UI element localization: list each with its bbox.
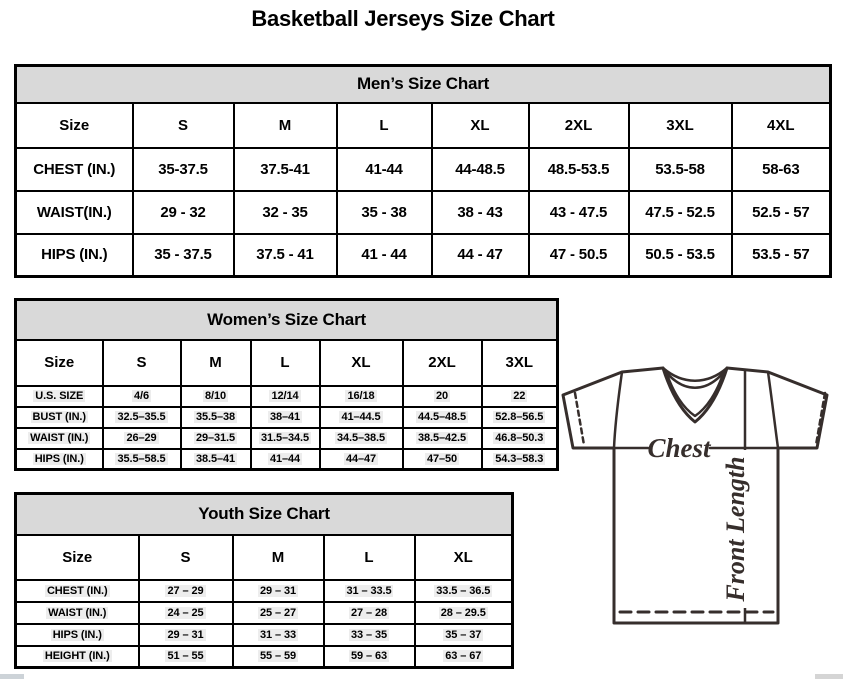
value-cell: 22 [482,386,558,407]
value-cell: 25 – 27 [233,602,324,624]
value-cell: 38 - 43 [432,191,529,234]
value-cell: 44 - 47 [432,234,529,277]
value-cell: 52.5 - 57 [732,191,831,234]
table-row [16,646,513,668]
value-cell: 37.5 - 41 [234,234,337,277]
size-cell: 2XL [529,103,629,148]
size-cell: 4XL [732,103,831,148]
value-cell: 29 – 31 [233,580,324,602]
table-row [16,602,513,624]
row-label: BUST (IN.) [16,407,103,428]
row-label: HIPS (IN.) [16,449,103,470]
value-cell: 35-37.5 [133,148,234,191]
jersey-outline [563,368,827,623]
value-cell: 59 – 63 [324,646,415,668]
value-cell: 48.5-53.5 [529,148,629,191]
youth-table-title: Youth Size Chart [16,494,513,535]
table-row [16,148,831,191]
value-cell: 44-48.5 [432,148,529,191]
size-cell: 2XL [403,340,482,386]
value-cell: 38–41 [251,407,320,428]
size-cell: S [103,340,181,386]
value-cell: 35 - 37.5 [133,234,234,277]
value-cell: 37.5-41 [234,148,337,191]
size-cell: Size [16,103,133,148]
table-row [16,386,558,407]
value-cell: 38.5–41 [181,449,251,470]
value-cell: 33 – 35 [324,624,415,646]
value-cell: 63 – 67 [415,646,513,668]
value-cell: 53.5-58 [629,148,732,191]
value-cell: 12/14 [251,386,320,407]
size-cell: M [233,535,324,580]
size-cell: L [324,535,415,580]
value-cell: 41–44 [251,449,320,470]
size-cell: XL [432,103,529,148]
table-header-row [16,66,831,103]
size-cell: 3XL [629,103,732,148]
value-cell: 29 - 32 [133,191,234,234]
size-cell: XL [320,340,403,386]
table-row [16,580,513,602]
size-cell: S [139,535,233,580]
value-cell: 31 – 33.5 [324,580,415,602]
partial-ui-fragment-bottom-left [0,674,24,679]
value-cell: 16/18 [320,386,403,407]
value-cell: 41-44 [337,148,432,191]
value-cell: 38.5–42.5 [403,428,482,449]
row-label: HIPS (IN.) [16,624,139,646]
size-cell: 3XL [482,340,558,386]
size-cell: M [234,103,337,148]
row-label: WAIST(IN.) [16,191,133,234]
size-cell: S [133,103,234,148]
value-cell: 34.5–38.5 [320,428,403,449]
value-cell: 26–29 [103,428,181,449]
value-cell: 20 [403,386,482,407]
mens-table-title: Men’s Size Chart [16,66,831,103]
table-row [16,449,558,470]
value-cell: 41–44.5 [320,407,403,428]
jersey-measurement-diagram [558,360,842,660]
mens-size-table [14,64,832,278]
value-cell: 35.5–38 [181,407,251,428]
row-label: HEIGHT (IN.) [16,646,139,668]
value-cell: 44–47 [320,449,403,470]
size-cell: L [251,340,320,386]
value-cell: 41 - 44 [337,234,432,277]
value-cell: 28 – 29.5 [415,602,513,624]
value-cell: 8/10 [181,386,251,407]
armhole-seam-left [614,372,622,448]
value-cell: 55 – 59 [233,646,324,668]
armhole-seam-right [768,372,778,448]
value-cell: 32 - 35 [234,191,337,234]
value-cell: 47 - 50.5 [529,234,629,277]
value-cell: 52.8–56.5 [482,407,558,428]
table-row [16,428,558,449]
value-cell: 47.5 - 52.5 [629,191,732,234]
value-cell: 24 – 25 [139,602,233,624]
row-label: WAIST (IN.) [16,428,103,449]
size-header-row [16,535,513,580]
womens-size-table [14,298,559,471]
womens-table-title: Women’s Size Chart [16,300,558,340]
row-label: CHEST (IN.) [16,580,139,602]
value-cell: 4/6 [103,386,181,407]
value-cell: 32.5–35.5 [103,407,181,428]
partial-ui-fragment-bottom-right [815,674,843,679]
value-cell: 50.5 - 53.5 [629,234,732,277]
value-cell: 51 – 55 [139,646,233,668]
table-header-row [16,300,558,340]
front-length-label: Front Length [721,456,750,602]
row-label: U.S. SIZE [16,386,103,407]
row-label: WAIST (IN.) [16,602,139,624]
size-cell: Size [16,535,139,580]
page-title: Basketball Jerseys Size Chart [251,6,555,31]
table-row [16,191,831,234]
value-cell: 35 - 38 [337,191,432,234]
row-label: HIPS (IN.) [16,234,133,277]
table-row [16,234,831,277]
size-header-row [16,340,558,386]
value-cell: 31 – 33 [233,624,324,646]
size-header-row [16,103,831,148]
value-cell: 35 – 37 [415,624,513,646]
value-cell: 29–31.5 [181,428,251,449]
table-row [16,407,558,428]
value-cell: 27 – 28 [324,602,415,624]
cuff-dashed-line-left [575,393,584,445]
size-cell: Size [16,340,103,386]
value-cell: 27 – 29 [139,580,233,602]
table-row [16,624,513,646]
value-cell: 33.5 – 36.5 [415,580,513,602]
value-cell: 44.5–48.5 [403,407,482,428]
size-cell: M [181,340,251,386]
value-cell: 54.3–58.3 [482,449,558,470]
size-cell: XL [415,535,513,580]
value-cell: 58-63 [732,148,831,191]
value-cell: 43 - 47.5 [529,191,629,234]
row-label: CHEST (IN.) [16,148,133,191]
value-cell: 47–50 [403,449,482,470]
value-cell: 46.8–50.3 [482,428,558,449]
size-cell: L [337,103,432,148]
value-cell: 29 – 31 [139,624,233,646]
value-cell: 31.5–34.5 [251,428,320,449]
chest-label: Chest [647,433,711,463]
value-cell: 53.5 - 57 [732,234,831,277]
youth-size-table [14,492,514,669]
value-cell: 35.5–58.5 [103,449,181,470]
table-header-row [16,494,513,535]
